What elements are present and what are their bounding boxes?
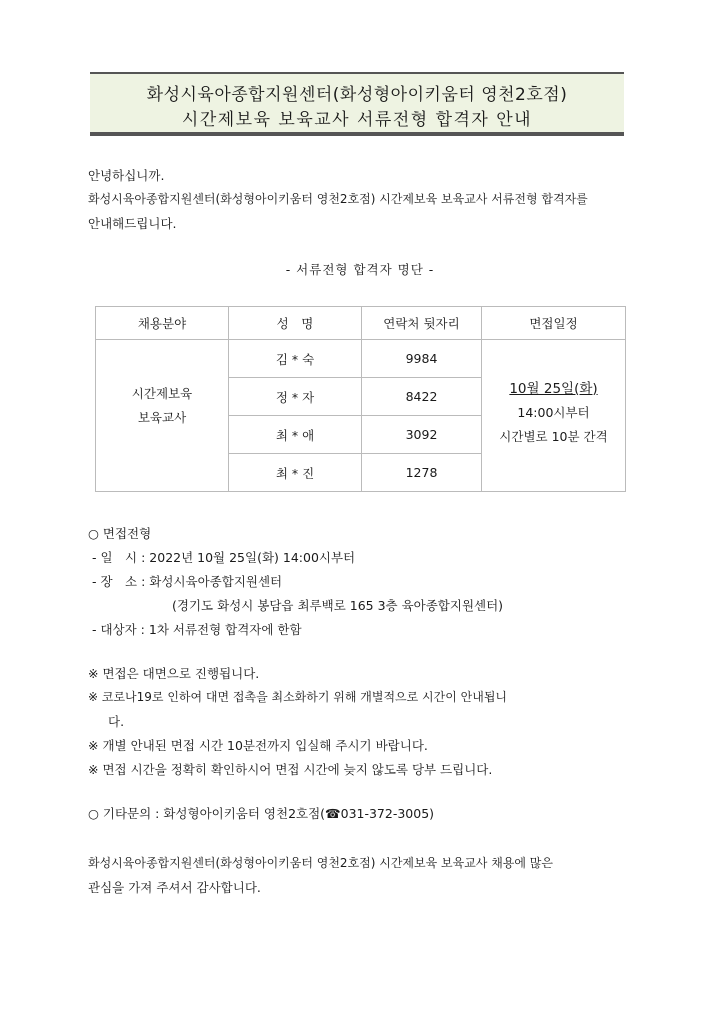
header-name: 성 명	[229, 307, 362, 340]
phone-cell: 9984	[362, 340, 482, 378]
field-cell	[96, 340, 229, 492]
name-cell: 최 * 진	[229, 454, 362, 492]
note-1: ※ 면접은 대면으로 진행됩니다.	[88, 666, 260, 681]
interview-heading: ○ 면접전형	[88, 526, 152, 541]
intro-line-2: 화성시육아종합지원센터(화성형아이키움터 영천2호점) 시간제보육 보육교사 서류전형 합격자를	[88, 192, 588, 206]
intro-line-3: 안내해드립니다.	[88, 216, 177, 231]
field-line-1: 시간제보육	[131, 385, 193, 401]
name-cell: 최 * 애	[229, 416, 362, 454]
title-box	[90, 72, 624, 136]
contact-info: ○ 기타문의 : 화성형아이키움터 영천2호점(☎031-372-3005)	[88, 806, 435, 821]
note-4: ※ 면접 시간을 정확히 확인하시어 면접 시간에 늦지 않도록 당부 드립니다.	[88, 762, 493, 777]
note-2: ※ 코로나19로 인하여 대면 접촉을 최소화하기 위해 개별적으로 시간이 안내됩니	[88, 690, 508, 704]
schedule-interval: 시간별로 10분 간격	[499, 428, 608, 444]
title-line-2: 시간제보육 보육교사 서류전형 합격자 안내	[181, 110, 533, 130]
title-line-1: 화성시육아종합지원센터(화성형아이키움터 영천2호점)	[146, 85, 568, 105]
table-row	[96, 340, 626, 378]
header-phone: 연락처 뒷자리	[362, 307, 482, 340]
field-line-2: 보육교사	[137, 409, 187, 425]
interview-target: - 대상자 : 1차 서류전형 합격자에 한함	[92, 622, 302, 637]
name-cell: 김 * 숙	[229, 340, 362, 378]
table-header-row	[96, 307, 626, 340]
intro-greeting: 안녕하십니까.	[88, 168, 165, 183]
schedule-time: 14:00시부터	[517, 404, 590, 420]
schedule-date: 10월 25일(화)	[509, 380, 598, 397]
header-schedule: 면접일정	[482, 307, 626, 340]
interview-address: (경기도 화성시 봉담읍 최루백로 165 3층 육아종합지원센터)	[172, 598, 504, 613]
schedule-cell	[482, 340, 626, 492]
phone-cell: 8422	[362, 378, 482, 416]
name-cell: 정 * 자	[229, 378, 362, 416]
list-heading: - 서류전형 합격자 명단 -	[285, 262, 435, 277]
closing-line-2: 관심을 가져 주셔서 감사합니다.	[88, 880, 261, 895]
note-3: ※ 개별 안내된 면접 시간 10분전까지 입실해 주시기 바랍니다.	[88, 738, 428, 753]
closing-line-1: 화성시육아종합지원센터(화성형아이키움터 영천2호점) 시간제보육 보육교사 채용에 많은	[88, 856, 553, 870]
result-table	[95, 306, 626, 492]
note-2-cont: 다.	[108, 714, 125, 729]
phone-cell: 3092	[362, 416, 482, 454]
interview-place: - 장 소 : 화성시육아종합지원센터	[92, 574, 283, 589]
phone-cell: 1278	[362, 454, 482, 492]
header-field: 채용분야	[96, 307, 229, 340]
interview-date: - 일 시 : 2022년 10월 25일(화) 14:00시부터	[92, 550, 356, 565]
